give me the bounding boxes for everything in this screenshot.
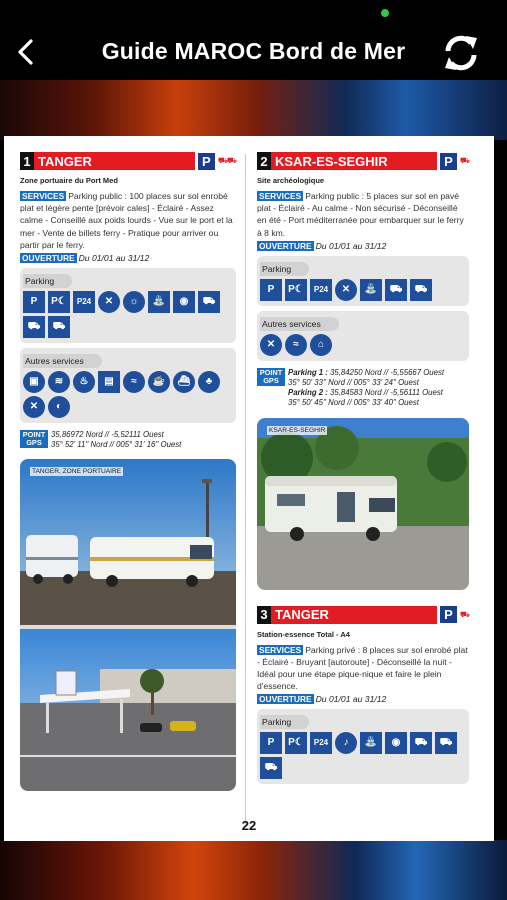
entry-name: TANGER [38, 153, 92, 169]
guide-page[interactable] [4, 136, 494, 841]
parking-night-icon: P☾ [285, 732, 307, 754]
parking-icon: P [23, 291, 45, 313]
restaurant-icon: ♨ [73, 371, 95, 393]
truck-icon: ⛟ [435, 732, 457, 754]
entry-subtitle: Zone portuaire du Port Med [20, 176, 118, 185]
tree-icon: ♣ [198, 371, 220, 393]
vehicle-mini-icon: ⛟ [459, 609, 469, 619]
bus-icon: ▣ [23, 371, 45, 393]
entry-header [257, 152, 469, 170]
camera-indicator-icon [381, 9, 389, 17]
view-icon: ☼ [123, 291, 145, 313]
vehicle-mini-icon: ⛟ [459, 156, 469, 165]
parking-label: Parking [260, 715, 309, 729]
quiet-icon: ✕ [335, 279, 357, 301]
parking-24h-icon: P24 [310, 732, 332, 754]
shower-icon: ⛲ [148, 291, 170, 313]
services-description: SERVICES Parking privé : 8 places sur sol enrobé plat - Éclairé - Bruyant [autoroute] - Déconseillé la nuit - Idéal pour une étape pique-nique et faire le plein d'essence. [257, 644, 468, 692]
bar-icon: ☕ [148, 371, 170, 393]
parking-icons-box [20, 268, 236, 343]
photo-ksar-es-seghir [257, 418, 469, 590]
entry-number: 1 [20, 152, 34, 170]
monument-icon: ⌂ [310, 334, 332, 356]
opening-period: OUVERTURE Du 01/01 au 31/12 [22, 253, 150, 264]
services-tag: SERVICES [259, 644, 302, 655]
other-services-box [20, 348, 236, 423]
shower-icon: ⛲ [360, 279, 382, 301]
cutlery-icon: ✕ [260, 334, 282, 356]
entry-header [20, 152, 236, 170]
photo-tanger-port [20, 459, 236, 791]
parking-24h-icon: P24 [73, 291, 95, 313]
background-banner-bottom [0, 840, 507, 900]
parking-p-icon: P [198, 153, 215, 170]
entry-number: 3 [257, 606, 271, 624]
other-services-label: Autres services [23, 354, 102, 368]
parking-label: Parking [260, 262, 309, 276]
motorhome-service-icon: ⛟ [410, 732, 432, 754]
entry-ksar-es-seghir [257, 152, 469, 784]
motorhome-service-icon: ⛟ [198, 291, 220, 313]
quiet-icon: ✕ [98, 291, 120, 313]
photo-caption: TANGER, ZONE PORTUAIRE [32, 468, 122, 476]
gps-tag: POINT GPS [257, 368, 285, 386]
gps-decimal: 35,86972 Nord // -5,52111 Ouest [51, 430, 164, 440]
other-services-box [257, 311, 469, 361]
opening-tag: OUVERTURE [259, 240, 312, 251]
status-bar [0, 0, 507, 24]
parking-icon: P [260, 279, 282, 301]
entry-subtitle: Station-essence Total - A4 [257, 629, 350, 639]
opening-tag: OUVERTURE [22, 253, 75, 264]
services-description: SERVICES Parking public : 5 places sur sol en pavé plat - Éclairé - Au calme - Non sécurisé - Déconseillé en été - Port méditerranée pour embarquer sur le ferry à 8 km. [257, 191, 464, 238]
noise-icon: ♪ [335, 732, 357, 754]
page-number: 22 [241, 818, 257, 833]
gps-dms: 35° 52' 11'' Nord // 005° 31' 16'' Ouest [51, 440, 182, 450]
camera-icon: ◉ [385, 732, 407, 754]
photo-image [257, 418, 469, 590]
ferry-icon: ⛴ [173, 371, 195, 393]
van-icon: ⛟ [260, 757, 282, 779]
chevron-left-icon[interactable] [10, 36, 40, 68]
entry-tanger-port [20, 152, 236, 791]
parking-24h-icon: P24 [310, 279, 332, 301]
background-banner-top [0, 80, 507, 140]
opening-period: OUVERTURE Du 01/01 au 31/12 [259, 694, 387, 705]
photo-image [20, 459, 236, 791]
parking-p-icon: P [440, 153, 457, 170]
van-icon: ⛟ [410, 279, 432, 301]
parking-night-icon: P☾ [48, 291, 70, 313]
motorhome-service-icon: ⛟ [385, 279, 407, 301]
toilet-icon: ◐ [48, 396, 70, 418]
cutlery-icon: ✕ [23, 396, 45, 418]
beach-icon: ≈ [123, 371, 145, 393]
shower-icon: ⛲ [360, 732, 382, 754]
photo-caption: KSAR-ES-SEGHIR [269, 426, 326, 434]
camera-icon: ◉ [173, 291, 195, 313]
entry-number: 2 [257, 152, 271, 170]
opening-period: OUVERTURE Du 01/01 au 31/12 [259, 240, 387, 251]
truck-icon: ⛟ [23, 316, 45, 338]
gps-block: POINT GPS Parking 1 : 35,84250 Nord // -5,55667 Ouest 35° 50' 33'' Nord // 005° 33' 24'' Ouest Parking 2 : 35,84583 Nord // -5,56111 Ouest 35° 50' 45'' Nord // 005° 33' 40'' Ouest [257, 368, 469, 409]
entry-header [257, 606, 469, 624]
entry-name: TANGER [275, 607, 329, 623]
van-icon: ⛟ [48, 316, 70, 338]
navigation-bar [0, 24, 507, 80]
gps-tag: POINT GPS [20, 430, 48, 448]
parking-icon: P [260, 732, 282, 754]
wifi-icon: ≋ [48, 371, 70, 393]
parking-p-icon: P [440, 606, 457, 623]
vehicle-mini-icon: ⛟⛟ [217, 156, 236, 165]
services-tag: SERVICES [259, 191, 302, 201]
other-services-label: Autres services [260, 317, 339, 331]
parking-icons-box [257, 709, 469, 784]
parking-label: Parking [23, 274, 72, 288]
entry-tanger-station [257, 606, 469, 785]
shop-icon: ▤ [98, 371, 120, 393]
beach-icon: ≈ [285, 334, 307, 356]
services-description: SERVICES Parking public : 100 places sur sol enrobé plat et légère pente [prévoir cales] - Éclairé - Assez calme - Conseillé aux poids lourds - Vue sur le port et la mer - Vente de billets ferry - Pratique pour arriver ou partir par le ferry. [20, 191, 233, 250]
services-tag: SERVICES [22, 191, 65, 201]
opening-tag: OUVERTURE [259, 694, 312, 705]
refresh-icon[interactable] [440, 32, 482, 74]
entry-name: KSAR-ES-SEGHIR [275, 153, 388, 169]
parking-icons-box [257, 256, 469, 306]
entry-subtitle: Site archéologique [257, 176, 325, 185]
parking-night-icon: P☾ [285, 279, 307, 301]
column-divider [245, 154, 246, 824]
page-title: Guide MAROC Bord de Mer [101, 38, 406, 64]
gps-block [20, 430, 236, 450]
